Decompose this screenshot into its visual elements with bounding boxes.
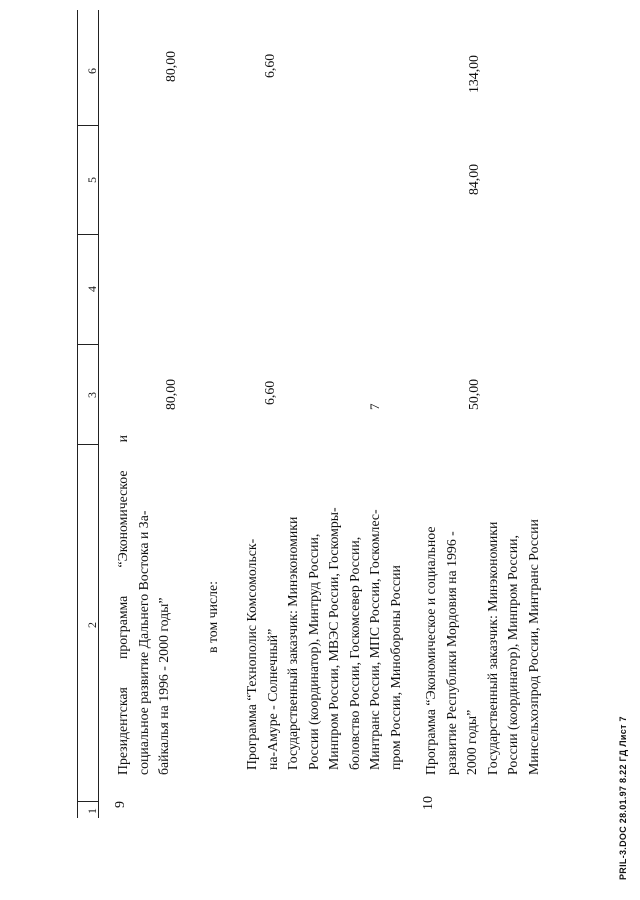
header-divider — [77, 344, 98, 345]
row-10-line: развитие Республики Мордовия на 1996 - — [443, 531, 459, 775]
subrow-line: Минпром России, МВЭС России, Госкомры- — [326, 507, 341, 770]
row-9-line: байкалья на 1996 - 2000 годы” — [156, 597, 171, 775]
row-9-col6: 80,00 — [163, 50, 178, 82]
subrow-description — [242, 436, 406, 770]
row-10-col6: 134,00 — [466, 55, 481, 93]
subrow-col6: 6,60 — [262, 53, 277, 78]
page-number: 7 — [367, 403, 382, 410]
subrow-line: Программа “Технополис Комсомольск- — [244, 538, 259, 770]
row-number: 10 — [421, 796, 436, 810]
row-9-col3: 80,00 — [163, 378, 178, 410]
header-col-5: 5 — [85, 177, 99, 183]
footer-stamp: PRIL-3.DOC 28.01.97 8.22 ГД Лист 7 — [618, 716, 628, 880]
subrow-line: Государственный заказчик: Минэкономики — [285, 516, 300, 770]
header-col-2: 2 — [85, 622, 99, 628]
header-col-3: 3 — [85, 392, 99, 398]
header-divider — [77, 444, 98, 445]
header-divider — [77, 234, 98, 235]
row-10-line: России (координатор), Минпром России, — [505, 534, 520, 775]
row-10-line: Минсельхозпрод России, Минтранс России — [525, 519, 541, 775]
header-col-6: 6 — [85, 68, 99, 74]
row-9-line: социальное развитие Дальнего Востока и За- — [135, 510, 151, 775]
subrow-line: на-Амуре - Солнечный” — [264, 628, 280, 770]
header-bottom-rule — [98, 10, 99, 818]
row-9-line: Президентская программа “Экономическое и — [115, 435, 130, 775]
subrow-line: боловство России, Госкомсевер России, — [346, 536, 362, 770]
header-top-rule — [77, 10, 78, 818]
row-10-col5: 84,00 — [466, 163, 481, 195]
row-10-description — [421, 435, 544, 775]
row-10-col3: 50,00 — [466, 378, 481, 410]
row-10-line: Программа “Экономическое и социальное — [423, 526, 438, 775]
row-10-line: 2000 годы” — [464, 709, 479, 775]
row-number: 9 — [113, 801, 128, 808]
row-9-description — [113, 435, 175, 775]
subheading: в том числе: — [205, 581, 220, 653]
header-divider — [77, 125, 98, 126]
subrow-col3: 6,60 — [262, 380, 277, 405]
subrow-line: Минтранс России, МПС России, Госкомлес- — [367, 509, 382, 770]
header-col-1: 1 — [85, 808, 99, 814]
header-divider — [77, 801, 98, 802]
subrow-line: России (координатор), Минтруд России, — [305, 533, 321, 770]
subrow-line: пром России, Минобороны России — [387, 565, 403, 770]
header-col-4: 4 — [85, 286, 99, 292]
row-10-line: Государственный заказчик: Минэкономики — [484, 521, 500, 775]
